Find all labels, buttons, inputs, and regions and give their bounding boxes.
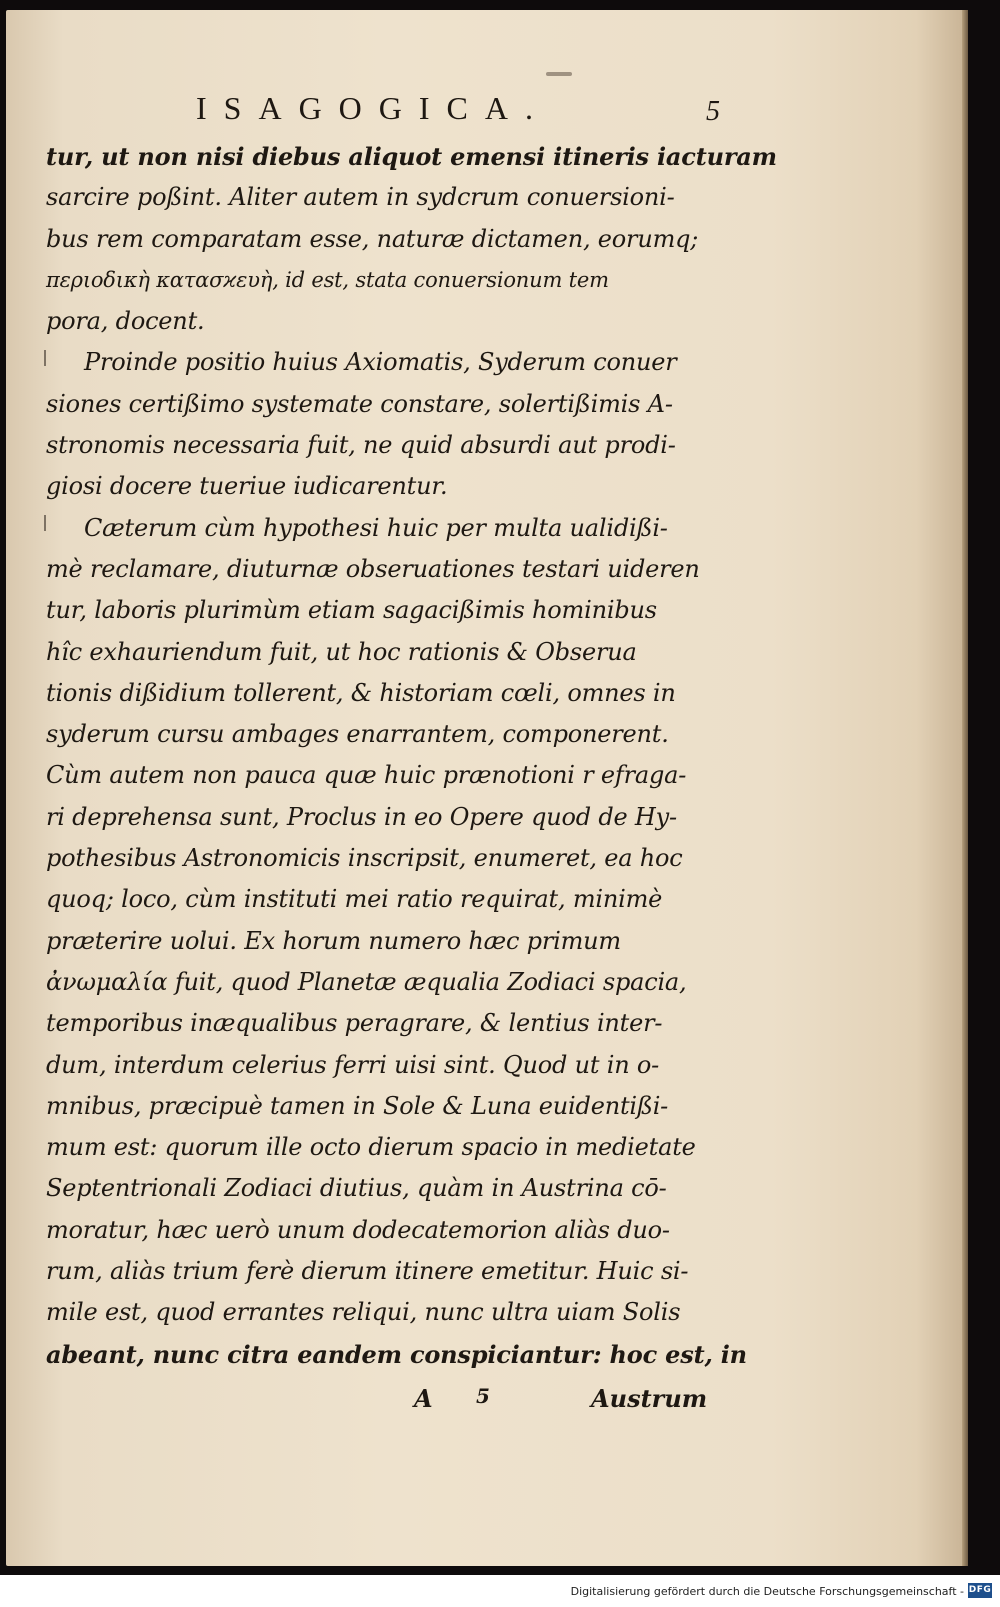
text-line: dum, interdum celerius ferri uisi sint. Quod ut in o- (46, 1050, 660, 1079)
page-number: 5 (706, 96, 720, 127)
body-text (46, 136, 777, 1375)
text-line: syderum cursu ambages enarrantem, componerent. (46, 720, 669, 749)
text-line: quoq; loco, cùm instituti mei ratio requirat, minimè (46, 885, 663, 914)
text-line: tur, laboris plurimùm etiam sagacißimis hominibus (46, 596, 657, 625)
text-line: siones certißimo systemate constare, solertißimis A- (46, 389, 673, 418)
text-line: præterire uolui. Ex horum numero hæc primum (46, 926, 621, 955)
text-line: giosi docere tueriue iudicarentur. (46, 472, 448, 501)
text-line: ἀνωμαλία fuit, quod Planetæ æqualia Zodiaci spacia, (46, 967, 687, 996)
text-line: hîc exhauriendum fuit, ut hoc rationis & Obserua (46, 637, 637, 666)
funding-credit: Digitalisierung gefördert durch die Deutsche Forschungsgemeinschaft - (570, 1585, 964, 1598)
page-edge (962, 10, 968, 1566)
text-line: pothesibus Astronomicis inscripsit, enumeret, ea hoc (46, 844, 683, 873)
text-line: rum, aliàs trium ferè dierum itinere emetitur. Huic si- (46, 1257, 689, 1286)
text-line: Proinde positio huius Axiomatis, Syderum conuer (84, 348, 677, 377)
catchword: Austrum (591, 1384, 708, 1413)
text-line: mè reclamare, diuturnæ obseruationes testari uideren (46, 554, 700, 583)
text-line: abeant, nunc citra eandem conspiciantur: hoc est, in (46, 1339, 747, 1369)
ink-mark (546, 72, 572, 76)
text-line: Septentrionali Zodiaci diutius, quàm in Austrina cō- (46, 1174, 667, 1203)
text-line: bus rem comparatam esse, naturæ dictamen, eorumq; (46, 224, 699, 253)
text-line: mum est: quorum ille octo dierum spacio in medietate (46, 1133, 696, 1162)
signature-line (6, 1384, 964, 1424)
text-line: tur, ut non nisi diebus aliquot emensi itineris iacturam (46, 142, 777, 171)
running-head: ISAGOGICA. (196, 90, 550, 126)
dfg-logo-icon: DFG (968, 1583, 992, 1598)
text-line: tionis dißidium tollerent, & historiam cœli, omnes in (46, 678, 676, 707)
text-line: mnibus, præcipuè tamen in Sole & Luna euidentißi- (46, 1091, 669, 1120)
text-line: ri deprehensa sunt, Proclus in eo Opere quod de Hy- (46, 802, 677, 831)
signature-number: 5 (476, 1384, 490, 1408)
text-line: mile est, quod errantes reliqui, nunc ultra uiam Solis (46, 1298, 681, 1327)
text-line: Cæterum cùm hypothesi huic per multa ualidißi- (84, 513, 668, 542)
book-page (6, 10, 964, 1566)
text-line: temporibus inæqualibus peragrare, & lentius inter- (46, 1009, 663, 1038)
footer (0, 1575, 1000, 1607)
text-line: περιοδικὴ κατασϰευὴ, id est, stata conuersionum tem (46, 267, 609, 292)
text-line: pora, docent. (46, 307, 205, 336)
text-line: moratur, hæc uerò unum dodecatemorion aliàs duo- (46, 1215, 670, 1244)
text-line: Cùm autem non pauca quæ huic prænotioni r efraga- (46, 761, 687, 790)
text-line: sarcire poßint. Aliter autem in sydcrum conuersioni- (46, 183, 675, 212)
signature-mark: A (414, 1384, 433, 1413)
text-line: stronomis necessaria fuit, ne quid absurdi aut prodi- (46, 431, 676, 460)
